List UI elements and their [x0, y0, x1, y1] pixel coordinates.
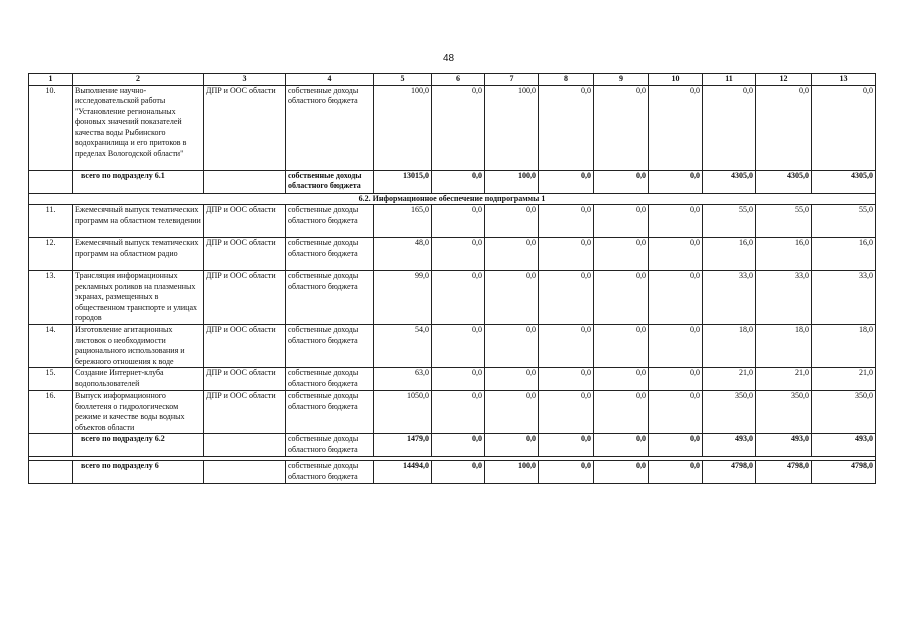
- value-cell: 0,0: [539, 461, 594, 484]
- value-cell: 0,0: [594, 434, 649, 457]
- value-cell: 33,0: [756, 271, 812, 325]
- value-cell: 0,0: [539, 391, 594, 434]
- value-cell: 0,0: [539, 434, 594, 457]
- executor: ДПР и ООС области: [204, 325, 286, 368]
- col-header: 9: [594, 74, 649, 86]
- funding-source: собственные доходы областного бюджета: [286, 271, 374, 325]
- funding-source: собственные доходы областного бюджета: [286, 85, 374, 170]
- value-cell: 0,0: [432, 434, 485, 457]
- funding-source: собственные доходы областного бюджета: [286, 205, 374, 238]
- value-cell: 0,0: [485, 434, 539, 457]
- section-header-row: [29, 193, 876, 205]
- col-header: 3: [204, 74, 286, 86]
- value-cell: 0,0: [649, 170, 703, 193]
- value-cell: 493,0: [812, 434, 876, 457]
- table-row: [29, 205, 876, 238]
- funding-source: собственные доходы областного бюджета: [286, 391, 374, 434]
- value-cell: 0,0: [432, 271, 485, 325]
- value-cell: 0,0: [649, 85, 703, 170]
- value-cell: 0,0: [539, 205, 594, 238]
- value-cell: 0,0: [432, 85, 485, 170]
- col-header: 1: [29, 74, 73, 86]
- value-cell: 0,0: [432, 461, 485, 484]
- activity-name: Создание Интернет-клуба водопользователей: [73, 368, 204, 391]
- value-cell: 13015,0: [374, 170, 432, 193]
- value-cell: 18,0: [756, 325, 812, 368]
- value-cell: 0,0: [594, 391, 649, 434]
- value-cell: 0,0: [485, 368, 539, 391]
- table-row: [29, 325, 876, 368]
- empty-cell: [204, 170, 286, 193]
- value-cell: 48,0: [374, 238, 432, 271]
- value-cell: 55,0: [812, 205, 876, 238]
- value-cell: 0,0: [594, 325, 649, 368]
- activity-name: Изготовление агитационных листовок о необходимости рационального использования и бережного отношения к воде: [73, 325, 204, 368]
- value-cell: 55,0: [756, 205, 812, 238]
- budget-table: [28, 73, 876, 484]
- value-cell: 100,0: [485, 85, 539, 170]
- value-cell: 54,0: [374, 325, 432, 368]
- row-number: 12.: [29, 238, 73, 271]
- row-number: 15.: [29, 368, 73, 391]
- total-label: всего по подразделу 6: [73, 461, 204, 484]
- value-cell: 99,0: [374, 271, 432, 325]
- value-cell: 0,0: [432, 205, 485, 238]
- row-number: 13.: [29, 271, 73, 325]
- value-cell: 0,0: [539, 325, 594, 368]
- value-cell: 0,0: [539, 368, 594, 391]
- page-number: 48: [443, 53, 455, 64]
- value-cell: 0,0: [539, 85, 594, 170]
- value-cell: 21,0: [756, 368, 812, 391]
- value-cell: 0,0: [594, 85, 649, 170]
- col-header: 10: [649, 74, 703, 86]
- col-header: 4: [286, 74, 374, 86]
- value-cell: 4798,0: [703, 461, 756, 484]
- value-cell: 18,0: [812, 325, 876, 368]
- table-row: [29, 271, 876, 325]
- activity-name: Ежемесячный выпуск тематических программ на областном телевидении: [73, 205, 204, 238]
- value-cell: 0,0: [432, 368, 485, 391]
- value-cell: 21,0: [703, 368, 756, 391]
- value-cell: 0,0: [539, 238, 594, 271]
- activity-name: Выпуск информационного бюллетеня о гидрологическом режиме и качестве воды водных объектов области: [73, 391, 204, 434]
- subtotal-row: [29, 170, 876, 193]
- executor: ДПР и ООС области: [204, 205, 286, 238]
- subtotal-label: всего по подразделу 6.2: [73, 434, 204, 457]
- executor: ДПР и ООС области: [204, 391, 286, 434]
- col-header: 6: [432, 74, 485, 86]
- executor: ДПР и ООС области: [204, 238, 286, 271]
- section-title: 6.2. Информационное обеспечение подпрограммы 1: [29, 193, 876, 205]
- value-cell: 0,0: [539, 271, 594, 325]
- funding-source: собственные доходы областного бюджета: [286, 368, 374, 391]
- empty-cell: [29, 461, 73, 484]
- value-cell: 21,0: [812, 368, 876, 391]
- value-cell: 493,0: [703, 434, 756, 457]
- header-row: [29, 74, 876, 86]
- value-cell: 100,0: [485, 461, 539, 484]
- empty-cell: [204, 434, 286, 457]
- col-header: 5: [374, 74, 432, 86]
- table-row: [29, 238, 876, 271]
- value-cell: 0,0: [649, 434, 703, 457]
- row-number: 16.: [29, 391, 73, 434]
- empty-cell: [29, 170, 73, 193]
- value-cell: 493,0: [756, 434, 812, 457]
- col-header: 12: [756, 74, 812, 86]
- value-cell: 0,0: [594, 205, 649, 238]
- value-cell: 0,0: [812, 85, 876, 170]
- subtotal-label: всего по подразделу 6.1: [73, 170, 204, 193]
- value-cell: 1479,0: [374, 434, 432, 457]
- value-cell: 4798,0: [812, 461, 876, 484]
- col-header: 13: [812, 74, 876, 86]
- value-cell: 0,0: [432, 391, 485, 434]
- funding-source: собственные доходы областного бюджета: [286, 170, 374, 193]
- activity-name: Ежемесячный выпуск тематических программ на областном радио: [73, 238, 204, 271]
- col-header: 7: [485, 74, 539, 86]
- value-cell: 4798,0: [756, 461, 812, 484]
- value-cell: 350,0: [756, 391, 812, 434]
- value-cell: 16,0: [756, 238, 812, 271]
- activity-name: Трансляция информационных рекламных роликов на плазменных экранах, размещенных в общественном транспорте и улицах городов: [73, 271, 204, 325]
- value-cell: 14494,0: [374, 461, 432, 484]
- executor: ДПР и ООС области: [204, 368, 286, 391]
- value-cell: 0,0: [703, 85, 756, 170]
- value-cell: 16,0: [812, 238, 876, 271]
- table-row: [29, 85, 876, 170]
- row-number: 14.: [29, 325, 73, 368]
- activity-name: Выполнение научно-исследовательской работы "Установление региональных фоновых значений показателей качества воды Рыбинского водохранилища и его притоков в пределах Вологодской области": [73, 85, 204, 170]
- value-cell: 1050,0: [374, 391, 432, 434]
- value-cell: 350,0: [812, 391, 876, 434]
- value-cell: 100,0: [374, 85, 432, 170]
- value-cell: 0,0: [485, 325, 539, 368]
- value-cell: 16,0: [703, 238, 756, 271]
- value-cell: 33,0: [812, 271, 876, 325]
- total-row: [29, 461, 876, 484]
- subtotal-row: [29, 434, 876, 457]
- value-cell: 4305,0: [703, 170, 756, 193]
- value-cell: 100,0: [485, 170, 539, 193]
- value-cell: 0,0: [649, 368, 703, 391]
- col-header: 8: [539, 74, 594, 86]
- value-cell: 4305,0: [756, 170, 812, 193]
- value-cell: 0,0: [649, 205, 703, 238]
- empty-cell: [29, 434, 73, 457]
- value-cell: 0,0: [649, 271, 703, 325]
- value-cell: 350,0: [703, 391, 756, 434]
- value-cell: 0,0: [432, 170, 485, 193]
- value-cell: 0,0: [485, 205, 539, 238]
- executor: ДПР и ООС области: [204, 85, 286, 170]
- funding-source: собственные доходы областного бюджета: [286, 434, 374, 457]
- value-cell: 18,0: [703, 325, 756, 368]
- table-row: [29, 368, 876, 391]
- value-cell: 0,0: [756, 85, 812, 170]
- value-cell: 0,0: [649, 238, 703, 271]
- value-cell: 0,0: [539, 170, 594, 193]
- funding-source: собственные доходы областного бюджета: [286, 325, 374, 368]
- value-cell: 0,0: [594, 238, 649, 271]
- value-cell: 0,0: [594, 271, 649, 325]
- table-row: [29, 391, 876, 434]
- value-cell: 33,0: [703, 271, 756, 325]
- value-cell: 0,0: [432, 238, 485, 271]
- value-cell: 0,0: [649, 325, 703, 368]
- value-cell: 0,0: [485, 271, 539, 325]
- empty-cell: [204, 461, 286, 484]
- row-number: 11.: [29, 205, 73, 238]
- value-cell: 0,0: [485, 391, 539, 434]
- col-header: 11: [703, 74, 756, 86]
- row-number: 10.: [29, 85, 73, 170]
- value-cell: 0,0: [594, 170, 649, 193]
- value-cell: 4305,0: [812, 170, 876, 193]
- value-cell: 63,0: [374, 368, 432, 391]
- value-cell: 0,0: [649, 391, 703, 434]
- value-cell: 0,0: [649, 461, 703, 484]
- value-cell: 0,0: [432, 325, 485, 368]
- funding-source: собственные доходы областного бюджета: [286, 461, 374, 484]
- executor: ДПР и ООС области: [204, 271, 286, 325]
- value-cell: 0,0: [485, 238, 539, 271]
- col-header: 2: [73, 74, 204, 86]
- value-cell: 165,0: [374, 205, 432, 238]
- value-cell: 55,0: [703, 205, 756, 238]
- value-cell: 0,0: [594, 461, 649, 484]
- funding-source: собственные доходы областного бюджета: [286, 238, 374, 271]
- value-cell: 0,0: [594, 368, 649, 391]
